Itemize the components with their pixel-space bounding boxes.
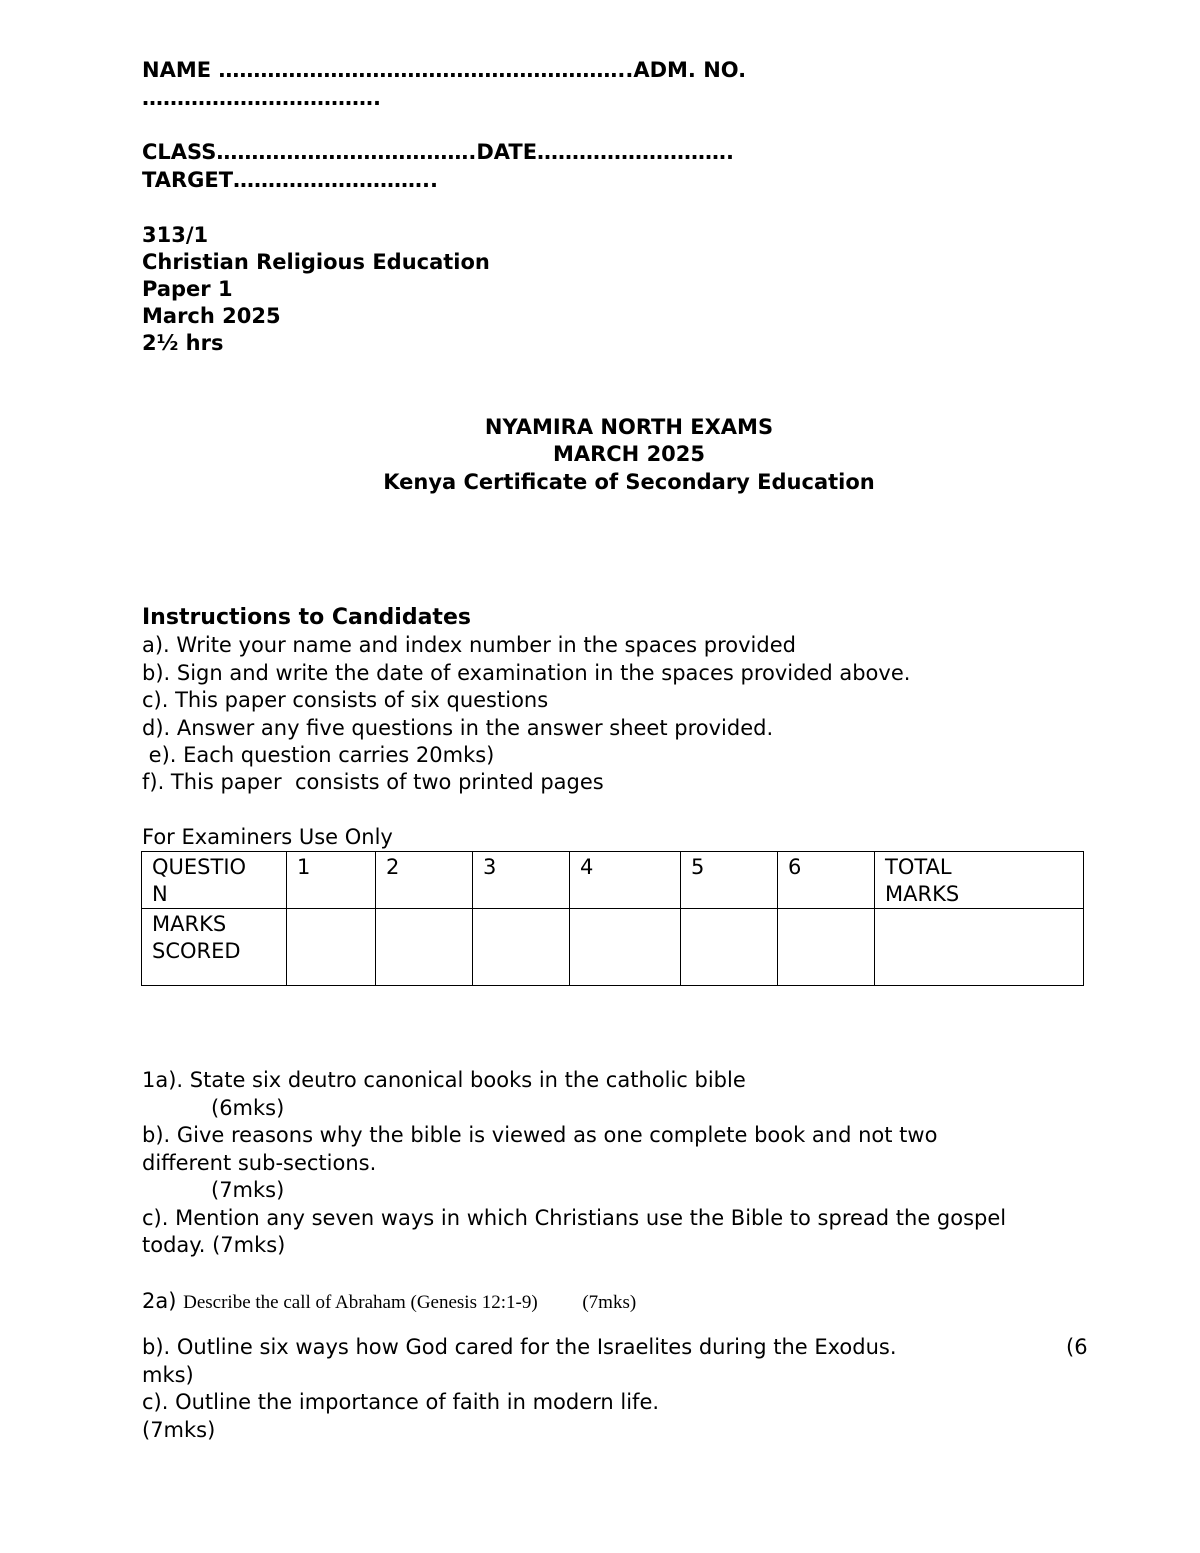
question-4-cell: 4 [570, 852, 681, 909]
question-1a-marks: (6mks) [211, 1096, 285, 1120]
question-2b-line1: b). Outline six ways how God cared for the Israelites during the Exodus. [142, 1335, 897, 1359]
question-1c-line1: c). Mention any seven ways in which Christians use the Bible to spread the gospel [142, 1206, 1007, 1230]
exam-title-line3: Kenya Certificate of Secondary Education [383, 470, 875, 494]
question-1b-marks: (7mks) [211, 1178, 285, 1202]
target-line: TARGET……………………….. [142, 168, 438, 192]
marks-1-cell[interactable] [287, 909, 376, 986]
marks-total-cell[interactable] [875, 909, 1084, 986]
marks-6-cell[interactable] [778, 909, 875, 986]
exam-title-line1: NYAMIRA NORTH EXAMS [484, 415, 774, 439]
total-header-part1: TOTAL [885, 855, 952, 879]
instruction-f: f). This paper consists of two printed pages [142, 770, 604, 794]
question-1b-line1: b). Give reasons why the bible is viewed as one complete book and not two [142, 1123, 938, 1147]
question-3-cell: 3 [473, 852, 570, 909]
name-adm-line: NAME …………………………………………………..ADM. NO. [142, 58, 747, 82]
marks-5-cell[interactable] [681, 909, 778, 986]
name-dots-line: ……………………………. [142, 86, 381, 110]
question-2-cell: 2 [376, 852, 473, 909]
class-date-line: CLASS……………………………….DATE………………………. [142, 140, 735, 164]
paper-code: 313/1 [142, 223, 209, 247]
instruction-c: c). This paper consists of six questions [142, 688, 549, 712]
question-header-part2: N [152, 882, 168, 906]
question-6-cell: 6 [778, 852, 875, 909]
marks-3-cell[interactable] [473, 909, 570, 986]
question-2b-marks-part1: (6 [1066, 1335, 1088, 1359]
question-header-part1: QUESTIO [152, 855, 247, 879]
instruction-e: e). Each question carries 20mks) [142, 743, 495, 767]
total-marks-header-cell [875, 852, 1084, 909]
table-row-question [142, 852, 1084, 909]
question-2a-prefix: 2a) [142, 1289, 177, 1313]
instructions-heading: Instructions to Candidates [142, 605, 471, 630]
paper-date: March 2025 [142, 304, 281, 328]
exam-title-line2: MARCH 2025 [552, 442, 706, 466]
question-2a-marks: (7mks) [582, 1292, 637, 1313]
marks-2-cell[interactable] [376, 909, 473, 986]
marks-scored-label-cell [142, 909, 287, 986]
question-1c-line2: today. (7mks) [142, 1233, 286, 1257]
question-header-cell [142, 852, 287, 909]
paper-duration: 2½ hrs [142, 331, 224, 355]
instruction-b: b). Sign and write the date of examination in the spaces provided above. [142, 661, 911, 685]
question-2a [142, 1288, 636, 1316]
question-5-cell: 5 [681, 852, 778, 909]
question-2c-line1: c). Outline the importance of faith in modern life. [142, 1390, 660, 1414]
total-header-part2: MARKS [885, 882, 960, 906]
examiner-table-caption: For Examiners Use Only [142, 825, 393, 849]
subject-name: Christian Religious Education [142, 250, 490, 274]
examiner-marks-table [141, 851, 1084, 986]
question-2c-marks: (7mks) [142, 1418, 216, 1442]
instruction-a: a). Write your name and index number in the spaces provided [142, 633, 796, 657]
table-row-marks [142, 909, 1084, 986]
instruction-d: d). Answer any five questions in the answer sheet provided. [142, 716, 774, 740]
question-1-cell: 1 [287, 852, 376, 909]
question-2b-line2: mks) [142, 1363, 194, 1387]
question-1a: 1a). State six deutro canonical books in the catholic bible [142, 1068, 746, 1092]
marks-scored-part2: SCORED [152, 939, 241, 963]
question-1b-line2: different sub-sections. [142, 1151, 377, 1175]
marks-scored-part1: MARKS [152, 912, 227, 936]
paper-number: Paper 1 [142, 277, 233, 301]
question-2a-text: Describe the call of Abraham (Genesis 12:1-9) [183, 1292, 538, 1313]
marks-4-cell[interactable] [570, 909, 681, 986]
